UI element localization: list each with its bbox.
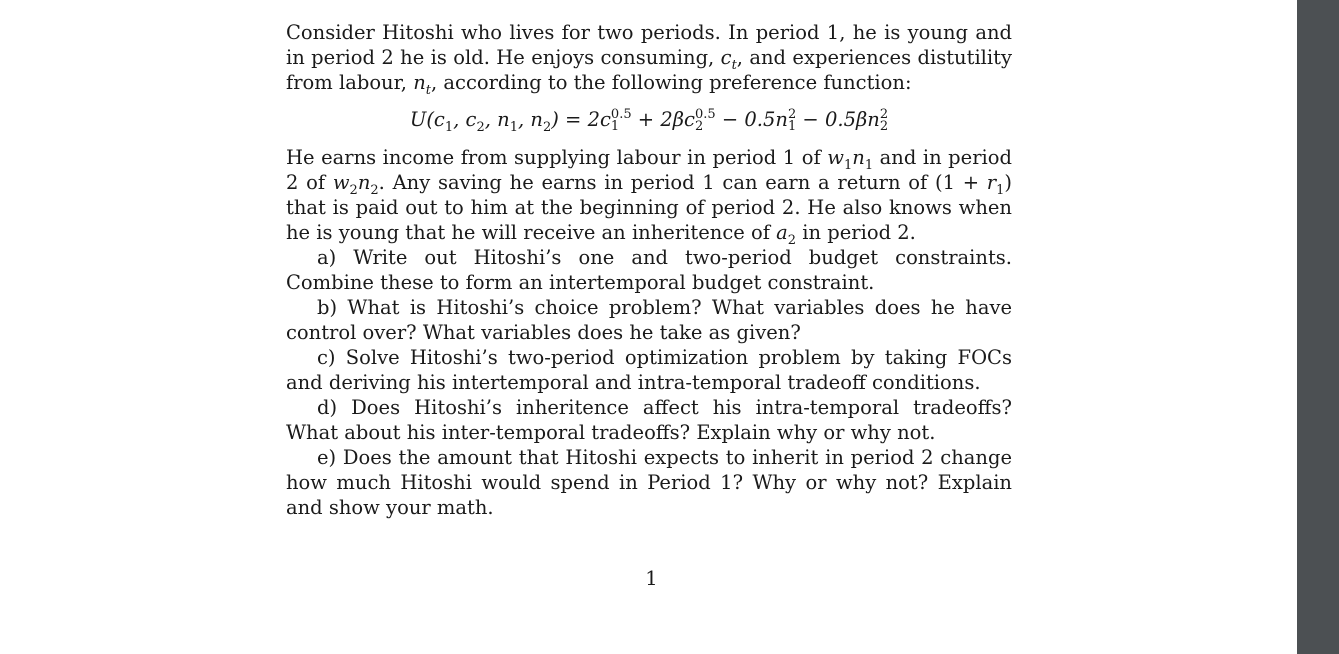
var-w2: w — [332, 171, 350, 194]
income-text-3: . Any saving he earns in period 1 can earn a return of (1 + — [378, 171, 987, 194]
intro-paragraph — [286, 20, 1013, 98]
eq-arg-4: 2 — [542, 119, 552, 135]
eq-arg-sep-1: , c — [453, 108, 477, 131]
eq-lhs: U(c — [409, 108, 445, 131]
var-w1-sub: 1 — [843, 157, 853, 173]
eq-plus-1: + 2βc — [631, 108, 695, 131]
eq-term2-sub: 2 — [694, 119, 704, 134]
eq-minus-2: − 0.5βn — [796, 108, 880, 131]
question-d: d) Does Hitoshi’s inheritence affect his intra-temporal tradeoffs? What about his inter-temporal tradeoffs? Explain why or why not. — [286, 396, 1012, 444]
page-number-text: 1 — [645, 567, 658, 590]
var-n2: n — [357, 171, 371, 194]
var-a2-sub: 2 — [787, 232, 797, 248]
viewer-scroll-gutter[interactable] — [1297, 0, 1339, 654]
var-a2: a — [776, 221, 788, 244]
eq-rhs-start: ) = 2c — [551, 108, 611, 131]
var-n1: n — [852, 146, 865, 169]
eq-arg-3: 1 — [509, 119, 518, 135]
var-r1-sub: 1 — [996, 182, 1005, 198]
eq-term3-sup: 2 — [787, 107, 797, 122]
eq-term3-scripts — [788, 109, 796, 133]
preference-equation — [286, 95, 1012, 145]
var-r1: r — [986, 171, 997, 194]
var-n1-sub: 1 — [864, 157, 874, 173]
page-number — [0, 567, 1297, 590]
eq-arg-sep-2: , n — [484, 108, 510, 131]
eq-term2-sup: 0.5 — [694, 107, 716, 122]
eq-term4-scripts — [880, 109, 888, 133]
income-text-1: He earns income from supplying labour in period 1 of — [286, 146, 828, 169]
question-b: b) What is Hitoshi’s choice problem? What variables does he have control over? What variables does he take as given? — [286, 296, 1012, 344]
var-n-sub: t — [425, 82, 431, 98]
eq-term1-scripts — [611, 109, 632, 133]
eq-minus-1: − 0.5n — [715, 108, 788, 131]
question-e: e) Does the amount that Hitoshi expects to inherit in period 2 change how much Hitoshi would spend in Period 1? Why or why not? Explain and show your math. — [286, 446, 1012, 519]
var-n: n — [413, 71, 426, 94]
eq-term2-scripts — [695, 109, 716, 133]
var-c-sub: t — [731, 57, 737, 73]
income-text-2: and in period 2 of — [286, 146, 1012, 194]
income-text-4: ) that is paid out to him at the beginning of period 2. He also knows when he is young that he will receive an inheritence of — [286, 171, 1012, 244]
document-body — [286, 20, 1012, 520]
eq-arg-1: 1 — [444, 119, 454, 135]
income-text-5: in period 2. — [796, 221, 916, 244]
var-n2-sub: 2 — [370, 182, 379, 198]
intro-text-2: , and experiences distutility from labour, — [286, 46, 1013, 94]
eq-term1-sup: 0.5 — [610, 107, 632, 122]
question-a: a) Write out Hitoshi’s one and two-period budget constraints. Combine these to form an intertemporal budget constraint. — [286, 246, 1012, 294]
var-w1: w — [827, 146, 844, 169]
eq-arg-2: 2 — [476, 119, 485, 135]
var-c: c — [720, 46, 732, 69]
income-paragraph — [286, 145, 1012, 248]
eq-term3-sub: 1 — [787, 119, 797, 134]
var-w2-sub: 2 — [349, 182, 358, 198]
eq-term4-sub: 2 — [879, 119, 889, 134]
eq-arg-sep-3: , n — [518, 108, 543, 131]
intro-text-3: , according to the following preference function: — [431, 71, 912, 94]
intro-text-1: Consider Hitoshi who lives for two periods. In period 1, he is young and in period 2 he is old. He enjoys consuming, — [286, 21, 1012, 69]
question-c: c) Solve Hitoshi’s two-period optimization problem by taking FOCs and deriving his intertemporal and intra-temporal tradeoff conditions. — [286, 346, 1012, 394]
eq-term4-sup: 2 — [879, 107, 889, 122]
eq-term1-sub: 1 — [610, 119, 620, 134]
